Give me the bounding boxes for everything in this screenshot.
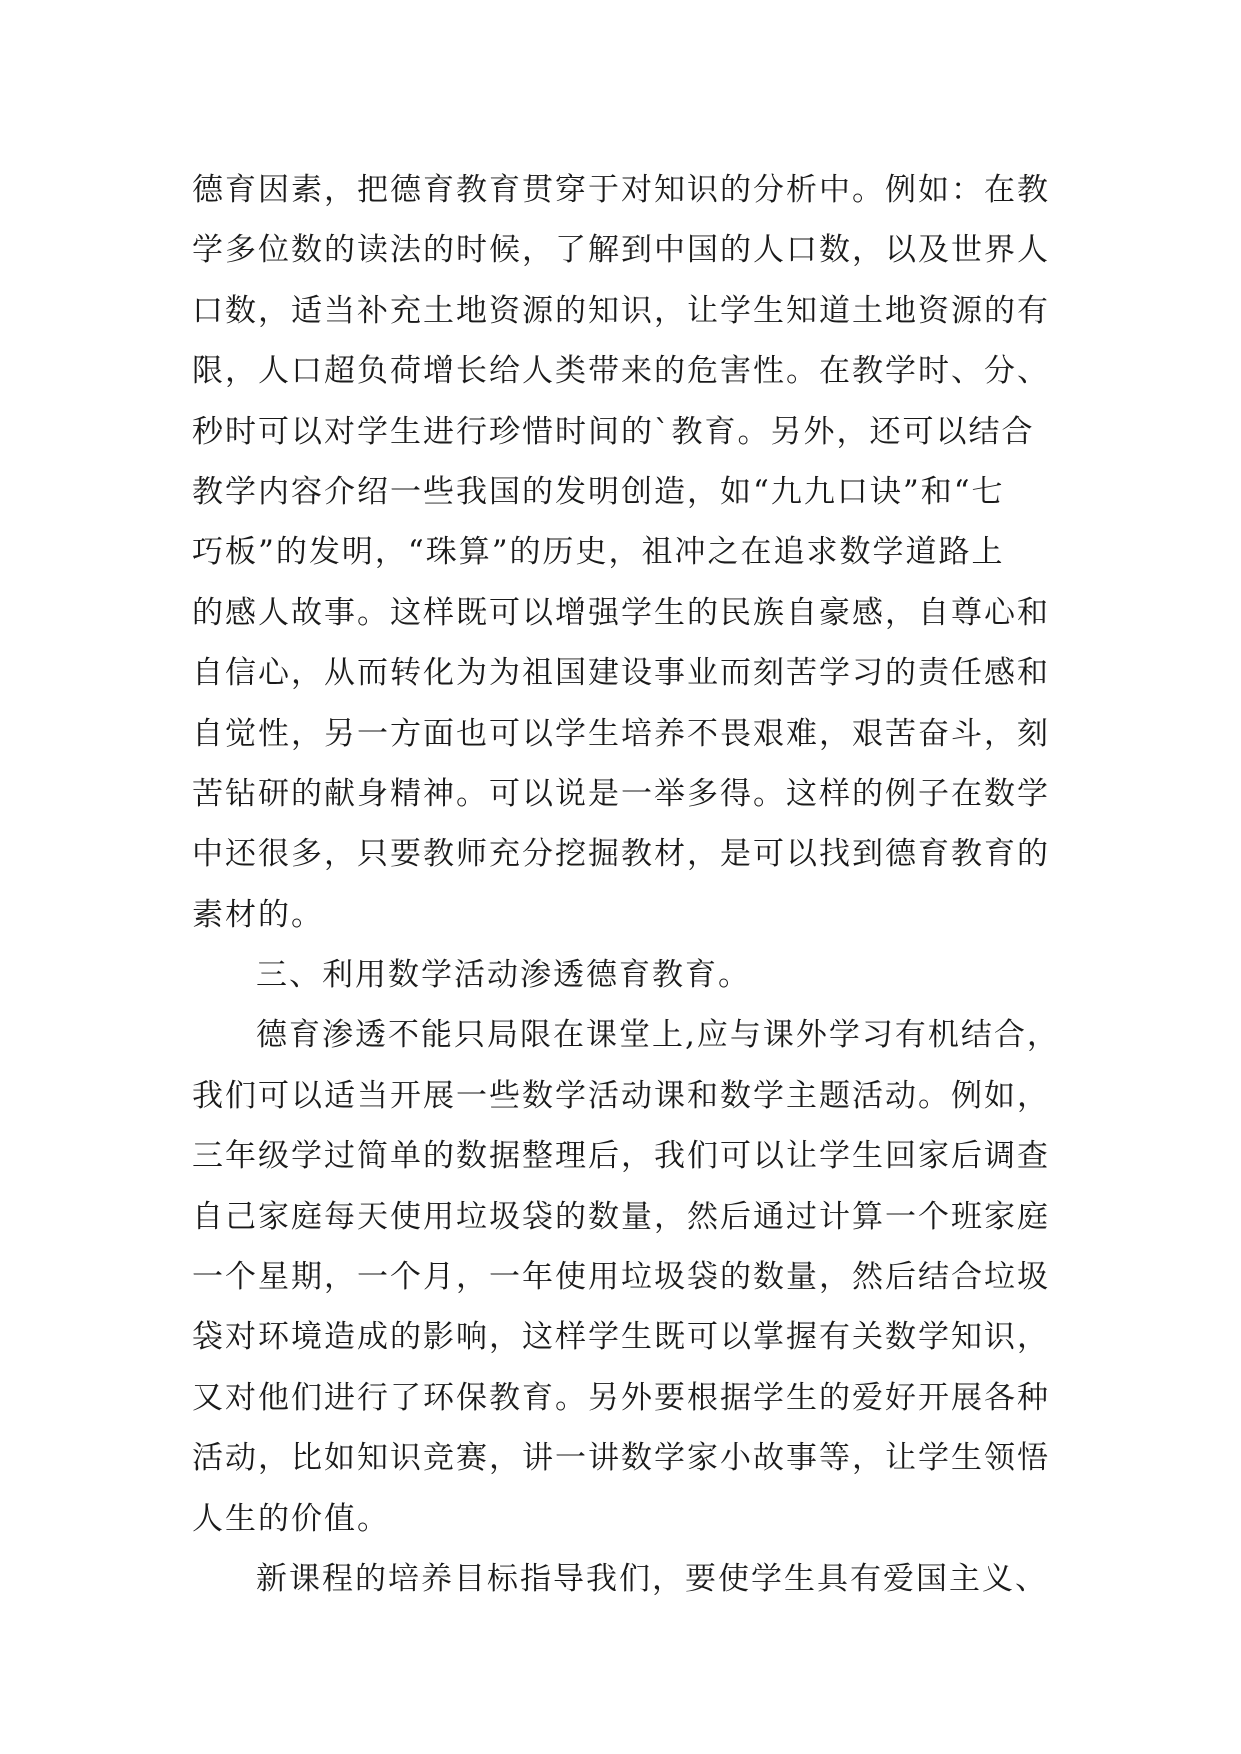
text-line: 苦钻研的献身精神。可以说是一举多得。这样的例子在数学 [192,775,1050,812]
text-line: 口数，适当补充土地资源的知识，让学生知道土地资源的有 [192,292,1050,329]
text-line: 自信心，从而转化为为祖国建设事业而刻苦学习的责任感和 [192,655,1050,692]
text-line: 活动，比如知识竞赛，讲一讲数学家小故事等，让学生领悟 [192,1440,1050,1477]
text-line: 自觉性，另一方面也可以学生培养不畏艰难，艰苦奋斗，刻 [192,715,1050,752]
text-line: 学多位数的读法的时候，了解到中国的人口数，以及世界人 [192,232,1050,269]
text-line: 又对他们进行了环保教育。另外要根据学生的爱好开展各种 [192,1379,1050,1416]
text-line: 的感人故事。这样既可以增强学生的民族自豪感，自尊心和 [192,594,1050,631]
text-line: 限，人口超负荷增长给人类带来的危害性。在教学时、分、 [192,353,1050,390]
text-line: 素材的。 [192,896,324,933]
text-line: 我们可以适当开展一些数学活动课和数学主题活动。例如， [192,1077,1050,1114]
body-text [192,160,1072,1609]
section-heading: 三、利用数学活动渗透德育教育。 [256,957,751,994]
text-line: 德育渗透不能只局限在课堂上,应与课外学习有机结合， [256,1017,1060,1054]
text-line: 人生的价值。 [192,1500,390,1537]
text-line: 教学内容介绍一些我国的发明创造，如“九九口诀”和“七 [192,473,1005,510]
text-line: 德育因素，把德育教育贯穿于对知识的分析中。例如：在教 [192,172,1050,208]
text-line: 自己家庭每天使用垃圾袋的数量，然后通过计算一个班家庭 [192,1198,1050,1235]
text-line: 秒时可以对学生进行珍惜时间的`教育。另外，还可以结合 [192,413,1035,450]
text-line: 新课程的培养目标指导我们，要使学生具有爱国主义、 [256,1560,1048,1597]
text-line: 中还很多，只要教师充分挖掘教材，是可以找到德育教育的 [192,836,1050,873]
text-line: 一个星期，一个月，一年使用垃圾袋的数量，然后结合垃圾 [192,1259,1050,1296]
text-line: 巧板”的发明，“珠算”的历史，祖冲之在追求数学道路上 [192,534,1005,571]
text-line: 三年级学过简单的数据整理后，我们可以让学生回家后调查 [192,1138,1050,1175]
text-line: 袋对环境造成的影响，这样学生既可以掌握有关数学知识， [192,1319,1050,1356]
